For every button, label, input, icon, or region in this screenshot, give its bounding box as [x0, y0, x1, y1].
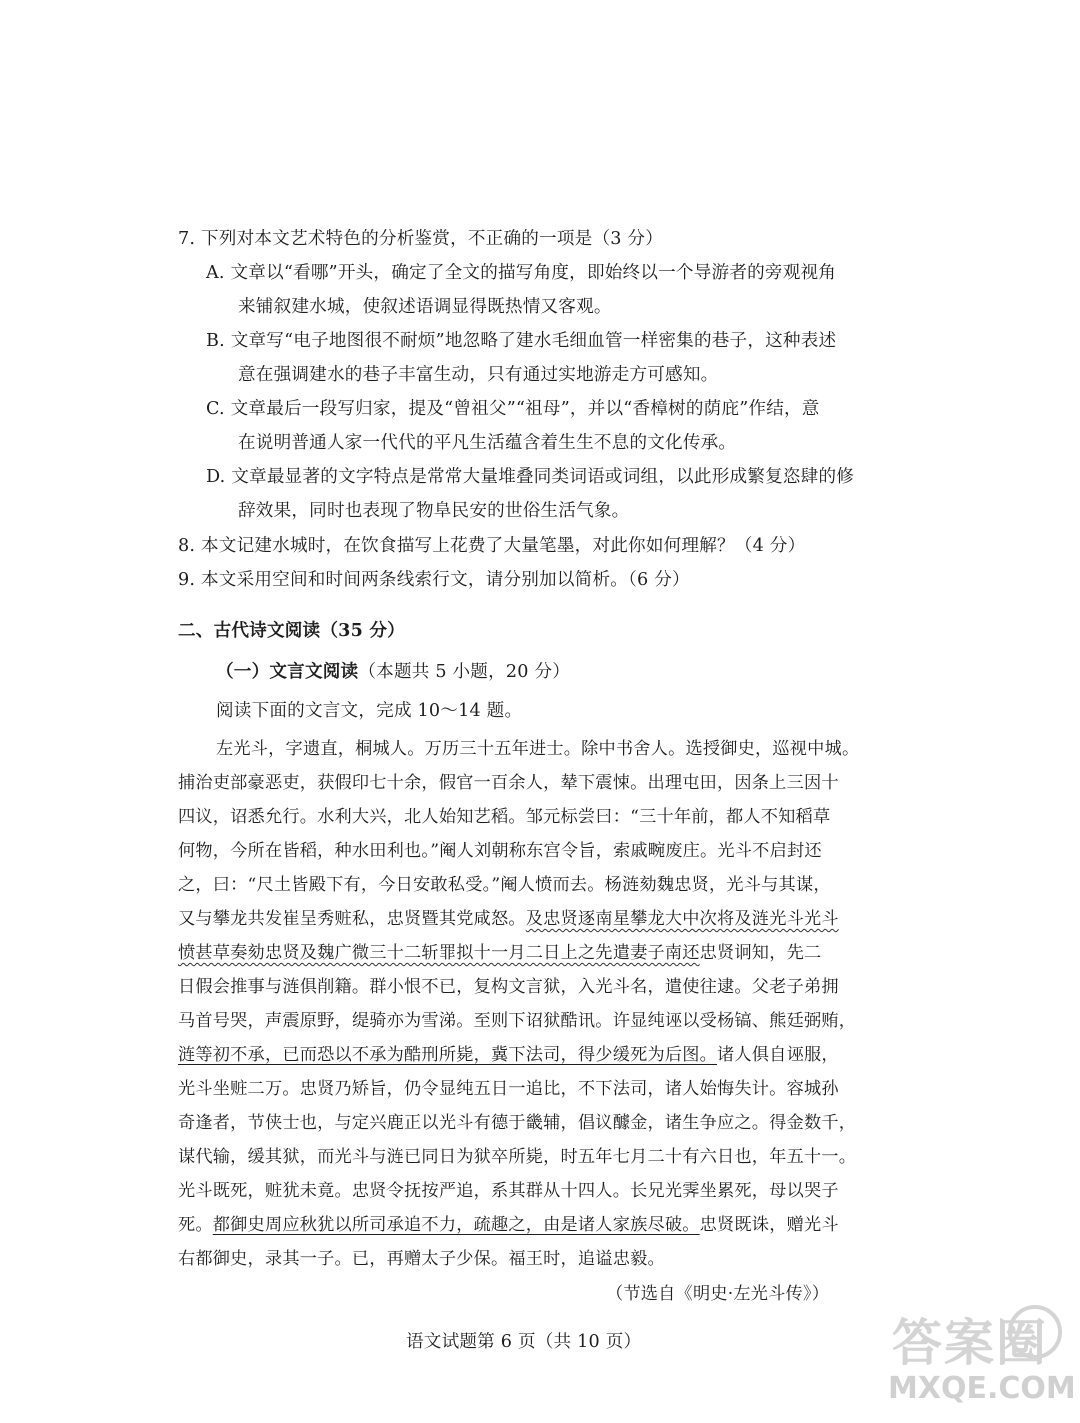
passage-text: 又与攀龙共发崔呈秀赃私，忠贤暨其党咸怒。: [178, 909, 526, 929]
passage-text: 死。: [178, 1215, 213, 1235]
passage-text: 诸人俱自诬服，: [717, 1045, 839, 1065]
underlined-sentence: 涟等初不承，已而恐以不承为酷刑所毙，冀下法司，得少缓死为后图。: [178, 1045, 718, 1065]
q7-option-d-line1: D. 文章最显著的文字特点是常常大量堆叠同类词语或词组，以此形成繁复恣肆的修: [206, 467, 855, 487]
q7-option-c-line1: C. 文章最后一段写归家，提及“曾祖父”“祖母”，并以“香樟树的荫庇”作结，意: [206, 399, 820, 419]
subsection-title: （一）文言文阅读: [216, 661, 359, 682]
section-heading: 二、古代诗文阅读（35 分）: [178, 620, 405, 641]
passage-line: 之，曰：“尺土皆殿下有，今日安敢私受。”阉人愤而去。杨涟劾魏忠贤，光斗与其谋，: [178, 875, 831, 895]
passage-source: （节选自《明史·左光斗传》）: [606, 1284, 830, 1304]
watermark-text: 答案圈: [892, 1313, 1048, 1372]
passage-line: 四议，诏悉允行。水利大兴，北人始知艺稻。邹元标尝曰：“三十年前，都人不知稻草: [178, 807, 831, 827]
passage-line: 左光斗，字遗直，桐城人。万历三十五年进士。除中书舍人。选授御史，巡视中城。: [216, 739, 860, 759]
q7-option-a-line1: A. 文章以“看哪”开头，确定了全文的描写角度，即始终以一个导游者的旁观视角: [206, 263, 837, 283]
passage-line: 光斗坐赃二万。忠贤乃矫旨，仍令显纯五日一追比，不下法司，诸人始悔失计。容城孙: [178, 1079, 839, 1099]
q7-option-d-line2: 辞效果，同时也表现了物阜民安的世俗生活气象。: [238, 501, 630, 521]
q7-option-a-line2: 来铺叙建水城，使叙述语调显得既热情又客观。: [238, 297, 612, 317]
subsection-heading: [216, 661, 570, 683]
subsection-note: （本题共 5 小题，20 分）: [358, 662, 571, 682]
passage-line: [178, 942, 821, 964]
watermark-url: MXQE.COM: [888, 1371, 1076, 1406]
passage-line: [178, 1044, 839, 1066]
passage-text: 忠贤既诛，赠光斗: [699, 1215, 839, 1235]
wavy-underlined-sentence: 愤甚草奏劾忠贤及魏广微三十二斩罪拟十一月二日上之先遣妻子南还: [178, 943, 700, 963]
passage-line: 日假会推事与涟俱削籍。群小恨不已，复构文言狱，入光斗名，遣使往逮。父老子弟拥: [178, 977, 839, 997]
passage-line: [178, 1214, 839, 1236]
q7-stem: 7. 下列对本文艺术特色的分析鉴赏，不正确的一项是（3 分）: [178, 229, 664, 249]
passage-line: 何物，今所在皆稻，种水田利也。”阉人刘朝称东宫令旨，索戚畹废庄。光斗不启封还: [178, 841, 822, 861]
passage-line: [178, 908, 839, 930]
passage-text: 忠贤诇知，先二: [699, 943, 822, 963]
passage-line: 奇逢者，节侠士也，与定兴鹿正以光斗有德于畿辅，倡议醵金，诸生争应之。得金数千，: [178, 1113, 857, 1133]
passage-line: 马首号哭，声震原野，缇骑亦为雪涕。至则下诏狱酷讯。许显纯诬以受杨镐、熊廷弼贿，: [178, 1011, 857, 1031]
reading-instruction: 阅读下面的文言文，完成 10～14 题。: [216, 701, 523, 721]
q7-option-c-line2: 在说明普通人家一代代的平凡生活蕴含着生生不息的文化传承。: [238, 433, 737, 453]
passage-line: 谋代输，缓其狱，而光斗与涟已同日为狱卒所毙，时五年七月二十有六日也，年五十一。: [178, 1147, 857, 1167]
q9: 9. 本文采用空间和时间两条线索行文，请分别加以简析。（6 分）: [178, 570, 690, 590]
passage-line: 捕治吏部豪恶吏，获假印七十余，假官一百余人，辇下震悚。出理屯田，因条上三因十: [178, 773, 839, 793]
page-footer: 语文试题第 6 页（共 10 页）: [406, 1332, 642, 1352]
q7-option-b-line1: B. 文章写“电子地图很不耐烦”地忽略了建水毛细血管一样密集的巷子，这种表述: [206, 331, 837, 351]
passage-line: 光斗既死，赃犹未竟。忠贤令抚按严追，系其群从十四人。长兄光霁坐累死，母以哭子: [178, 1181, 839, 1201]
wavy-underlined-sentence: 及忠贤逐南星攀龙大中次将及涟光斗光斗: [525, 909, 839, 929]
underlined-sentence: 都御史周应秋犹以所司承追不力，疏趣之，由是诸人家族尽破。: [212, 1215, 700, 1235]
watermark-logo: [884, 1301, 1074, 1421]
q7-option-b-line2: 意在强调建水的巷子丰富生动，只有通过实地游走方可感知。: [238, 365, 719, 385]
passage-line: 右都御史，录其一子。已，再赠太子少保。福王时，追谥忠毅。: [178, 1249, 665, 1269]
q8: 8. 本文记建水城时，在饮食描写上花费了大量笔墨，对此你如何理解？（4 分）: [178, 536, 806, 556]
